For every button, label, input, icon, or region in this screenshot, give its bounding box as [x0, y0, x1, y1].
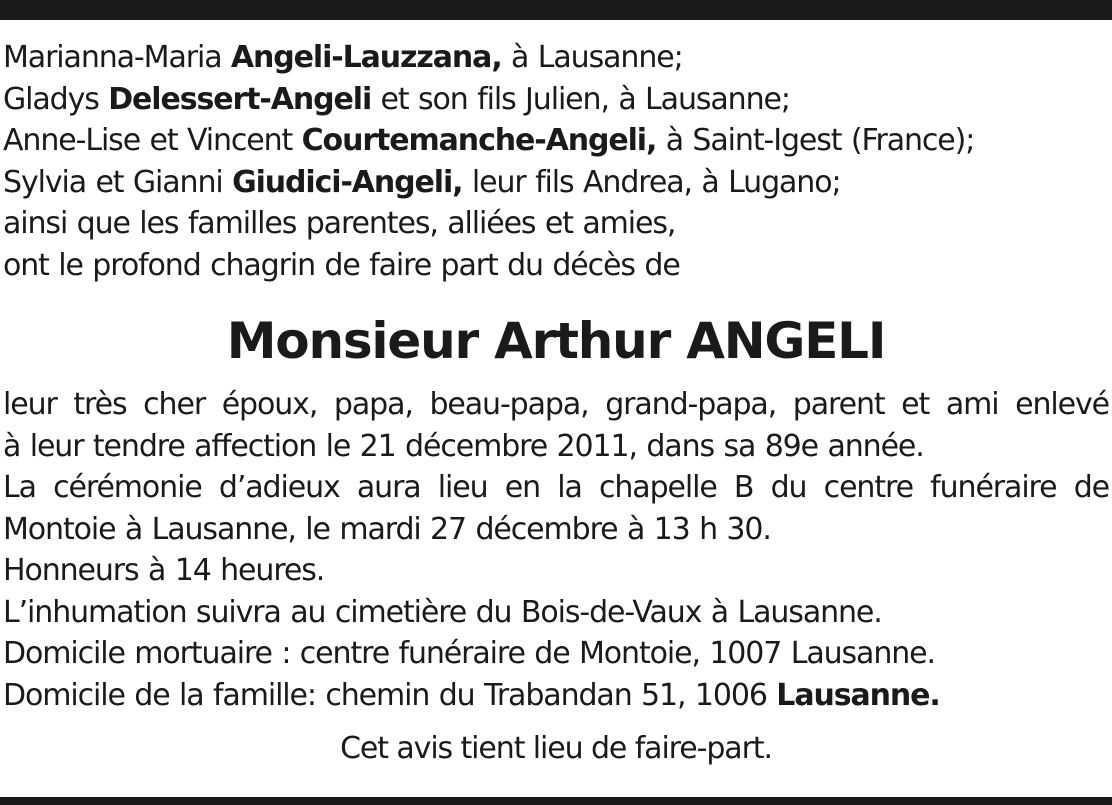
- deceased-name: Monsieur Arthur ANGELI: [226, 312, 886, 370]
- family-line: [3, 79, 1109, 121]
- family-surname: Giudici-Angeli,: [232, 164, 463, 200]
- family-member-name: Anne-Lise et Vincent: [3, 123, 302, 158]
- bottom-rule: [0, 797, 1112, 805]
- family-surname: Delessert-Angeli: [108, 81, 372, 117]
- family-surname: Courtemanche-Angeli,: [301, 123, 657, 158]
- family-line: [3, 120, 1109, 162]
- detail-line: Domicile mortuaire : centre funéraire de Montoie, 1007 Lausanne.: [3, 636, 935, 671]
- detail-line: Honneurs à 14 heures.: [3, 553, 325, 588]
- family-line: [3, 162, 1109, 204]
- family-surname: Angeli-Lauzzana,: [230, 40, 502, 75]
- family-location: à Lausanne;: [501, 40, 683, 75]
- top-rule: [0, 0, 1112, 20]
- detail-line: à leur tendre affection le 21 décembre 2011, dans sa 89e année.: [3, 428, 924, 464]
- family-home-city: Lausanne.: [776, 677, 940, 713]
- family-location: et son fils Julien, à Lausanne;: [371, 81, 790, 117]
- family-location: leur fils Andrea, à Lugano;: [462, 164, 841, 200]
- family-member-name: Marianna-Maria: [3, 40, 231, 75]
- intro-line: ainsi que les familles parentes, alliées et amies,: [3, 206, 676, 241]
- detail-line: La cérémonie d’adieux aura lieu en la chapelle B du centre funéraire de: [3, 470, 1109, 505]
- family-line: [3, 37, 1109, 79]
- obituary-notice: [3, 37, 1109, 770]
- intro-line: ont le profond chagrin de faire part du décès de: [3, 247, 680, 283]
- family-home-line: [3, 675, 1109, 717]
- family-member-name: Sylvia et Gianni: [3, 164, 233, 200]
- detail-line: L’inhumation suivra au cimetière du Bois-de-Vaux à Lausanne.: [3, 594, 882, 630]
- family-home-address: Domicile de la famille: chemin du Trabandan 51, 1006: [3, 677, 777, 713]
- family-location: à Saint-Igest (France);: [656, 123, 975, 158]
- closing-note: Cet avis tient lieu de faire-part.: [340, 731, 772, 766]
- detail-line: leur très cher époux, papa, beau-papa, grand-papa, parent et ami enlevé: [3, 387, 1109, 422]
- family-member-name: Gladys: [3, 81, 109, 117]
- detail-line: Montoie à Lausanne, le mardi 27 décembre à 13 h 30.: [3, 511, 771, 547]
